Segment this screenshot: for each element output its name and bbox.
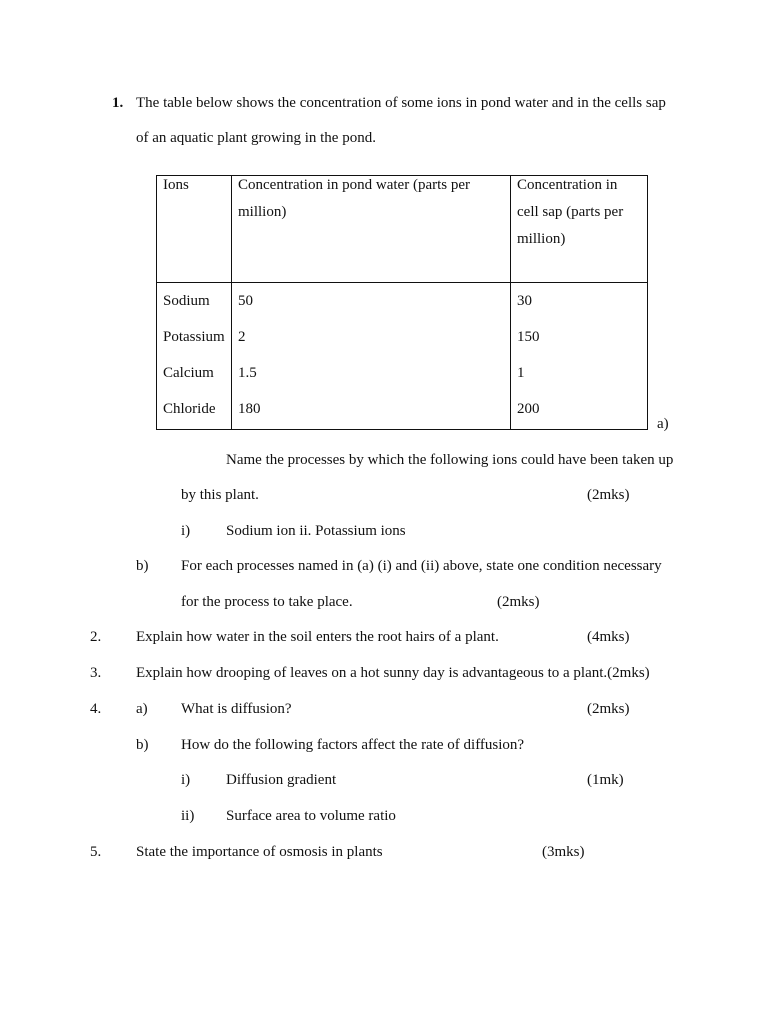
header-sap-line2: cell sap (parts per <box>517 204 624 220</box>
q1-part-a-marks: (2mks) <box>587 487 630 503</box>
q5-text: State the importance of osmosis in plants <box>136 844 383 860</box>
q1-part-a-line2: by this plant. <box>181 487 259 503</box>
q1-part-b-marks: (2mks) <box>497 594 540 610</box>
q4-sub-i-label: i) <box>181 772 191 788</box>
q1-number: 1. <box>112 95 124 111</box>
q4-sub-ii-label: ii) <box>181 808 195 824</box>
sap-value: 150 <box>517 329 540 345</box>
header-sap-line3: million) <box>517 231 566 247</box>
q4-part-b-text: How do the following factors affect the rate of diffusion? <box>181 737 525 753</box>
ion-concentration-table <box>156 175 648 430</box>
sap-values-cell <box>511 283 648 430</box>
q2-number: 2. <box>90 629 102 645</box>
q4-part-b-label: b) <box>136 737 149 753</box>
sap-value: 1 <box>517 365 525 381</box>
ion-name: Potassium <box>163 329 225 345</box>
q4-part-a-marks: (2mks) <box>587 701 630 717</box>
ion-names-cell <box>157 283 232 430</box>
ion-name: Chloride <box>163 401 216 417</box>
pond-value: 50 <box>238 293 253 309</box>
q3-text: Explain how drooping of leaves on a hot sunny day is advantageous to a plant.(2mks) <box>136 665 650 681</box>
q5-number: 5. <box>90 844 102 860</box>
header-pond-water <box>232 176 511 283</box>
header-pond-line2: million) <box>238 204 287 220</box>
header-cell-sap <box>511 176 648 283</box>
q1-part-a-sub-label: i) <box>181 523 191 539</box>
header-ions-label: Ions <box>163 177 189 193</box>
q2-marks: (4mks) <box>587 629 630 645</box>
q4-sub-i-text: Diffusion gradient <box>226 772 337 788</box>
header-ions <box>157 176 232 283</box>
q4-part-a-label: a) <box>136 701 148 717</box>
sap-value: 200 <box>517 401 540 417</box>
q5-marks: (3mks) <box>542 844 585 860</box>
q4-sub-ii-text: Surface area to volume ratio <box>226 808 396 824</box>
q1-part-b-label: b) <box>136 558 149 574</box>
q4-part-a-text: What is diffusion? <box>181 701 292 717</box>
q1-part-a-sub-text: Sodium ion ii. Potassium ions <box>226 523 406 539</box>
table-row <box>157 283 648 430</box>
pond-value: 2 <box>238 329 246 345</box>
sap-value: 30 <box>517 293 532 309</box>
q2-text: Explain how water in the soil enters the root hairs of a plant. <box>136 629 499 645</box>
header-sap-line1: Concentration in <box>517 177 618 193</box>
header-pond-line1: Concentration in pond water (parts per <box>238 177 471 193</box>
q4-number: 4. <box>90 701 102 717</box>
pond-value: 1.5 <box>238 365 257 381</box>
pond-values-cell <box>232 283 511 430</box>
ion-name: Sodium <box>163 293 210 309</box>
q4-sub-i-marks: (1mk) <box>587 772 624 788</box>
table-header-row <box>157 176 648 283</box>
q1-part-b-line2: for the process to take place. <box>181 594 353 610</box>
q1-part-a-label: a) <box>657 416 669 432</box>
pond-value: 180 <box>238 401 261 417</box>
q1-part-a-line1: Name the processes by which the following ions could have been taken up <box>226 452 674 468</box>
q1-stem-line1: The table below shows the concentration of some ions in pond water and in the cells sap <box>136 95 666 111</box>
q3-number: 3. <box>90 665 102 681</box>
q1-stem-line2: of an aquatic plant growing in the pond. <box>136 130 376 146</box>
ion-name: Calcium <box>163 365 214 381</box>
q1-part-b-line1: For each processes named in (a) (i) and (ii) above, state one condition necessary <box>181 558 662 574</box>
